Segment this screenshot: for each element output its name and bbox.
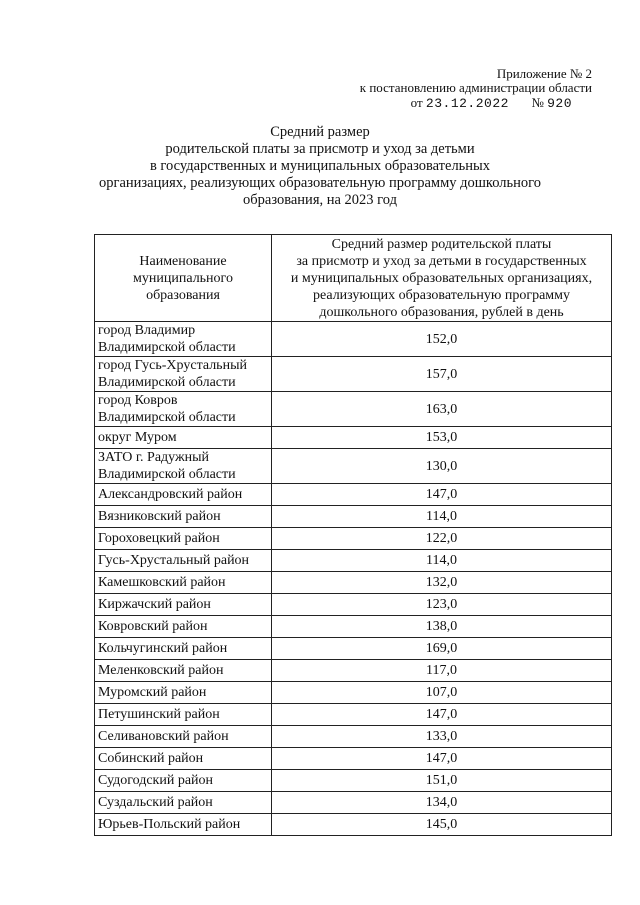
fees-table [94, 234, 612, 836]
title-line: Средний размер [270, 124, 370, 140]
table-row [95, 322, 612, 357]
table-row [95, 792, 612, 814]
table-row [95, 704, 612, 726]
decree-number: 920 [547, 96, 572, 111]
municipality-name: Муромский район [95, 682, 272, 704]
table-row [95, 594, 612, 616]
table-row [95, 528, 612, 550]
municipality-name: Киржачский район [95, 594, 272, 616]
municipality-name: город Владимир Владимирской области [95, 322, 272, 357]
municipality-name: округ Муром [95, 427, 272, 449]
municipality-name: Вязниковский район [95, 506, 272, 528]
fee-value: 133,0 [272, 726, 612, 748]
table-row [95, 616, 612, 638]
municipality-name: Ковровский район [95, 616, 272, 638]
municipality-name: Меленковский район [95, 660, 272, 682]
fee-value: 147,0 [272, 484, 612, 506]
table-row [95, 770, 612, 792]
municipality-name: Кольчугинский район [95, 638, 272, 660]
municipality-name: Судогодский район [95, 770, 272, 792]
municipality-name: Гороховецкий район [95, 528, 272, 550]
date-prefix: от [410, 95, 423, 110]
fee-value: 145,0 [272, 814, 612, 836]
fee-value: 107,0 [272, 682, 612, 704]
header-average-fee: Средний размер родительской платы за присмотр и уход за детьми в государственных и муниципальных образовательных организациях, реализующих образовательную программу дошкольного образования, рублей в день [272, 235, 612, 322]
table-header-row [95, 235, 612, 322]
title-line: организациях, реализующих образовательную программу дошкольного [99, 175, 541, 191]
municipality-name: Юрьев-Польский район [95, 814, 272, 836]
table-row [95, 392, 612, 427]
table-body [95, 322, 612, 836]
fee-value: 117,0 [272, 660, 612, 682]
table-row [95, 484, 612, 506]
municipality-name: город Ковров Владимирской области [95, 392, 272, 427]
fee-value: 151,0 [272, 770, 612, 792]
fee-value: 123,0 [272, 594, 612, 616]
table-row [95, 572, 612, 594]
table-row [95, 748, 612, 770]
municipality-name: Собинский район [95, 748, 272, 770]
municipality-name: Камешковский район [95, 572, 272, 594]
table-row [95, 682, 612, 704]
fee-value: 114,0 [272, 550, 612, 572]
fee-value: 157,0 [272, 357, 612, 392]
fee-value: 163,0 [272, 392, 612, 427]
fee-value: 147,0 [272, 748, 612, 770]
fee-value: 134,0 [272, 792, 612, 814]
fee-value: 114,0 [272, 506, 612, 528]
table-row [95, 660, 612, 682]
fee-value: 138,0 [272, 616, 612, 638]
title-line: образования, на 2023 год [243, 192, 397, 208]
municipality-name: Гусь-Хрустальный район [95, 550, 272, 572]
title-line: родительской платы за присмотр и уход за детьми [165, 141, 475, 157]
table-row [95, 550, 612, 572]
fee-value: 153,0 [272, 427, 612, 449]
table-row [95, 506, 612, 528]
fee-value: 122,0 [272, 528, 612, 550]
municipality-name: Суздальский район [95, 792, 272, 814]
appendix-date-number [411, 95, 572, 111]
number-sign: № [531, 95, 544, 110]
table-row [95, 726, 612, 748]
municipality-name: город Гусь-Хрустальный Владимирской области [95, 357, 272, 392]
decree-date: 23.12.2022 [425, 96, 509, 111]
fee-value: 130,0 [272, 449, 612, 484]
fee-value: 132,0 [272, 572, 612, 594]
appendix-reference: к постановлению администрации области [359, 80, 592, 95]
appendix-title: Приложение № 2 [496, 66, 592, 81]
fee-value: 169,0 [272, 638, 612, 660]
municipality-name: Селивановский район [95, 726, 272, 748]
municipality-name: Александровский район [95, 484, 272, 506]
title-line: в государственных и муниципальных образовательных [149, 158, 491, 174]
table-row [95, 357, 612, 392]
fee-value: 152,0 [272, 322, 612, 357]
fee-value: 147,0 [272, 704, 612, 726]
header-municipality: Наименование муниципального образования [95, 235, 272, 322]
table-row [95, 449, 612, 484]
table-row [95, 427, 612, 449]
document-title [60, 124, 580, 209]
table-row [95, 814, 612, 836]
municipality-name: ЗАТО г. Радужный Владимирской области [95, 449, 272, 484]
municipality-name: Петушинский район [95, 704, 272, 726]
table-row [95, 638, 612, 660]
